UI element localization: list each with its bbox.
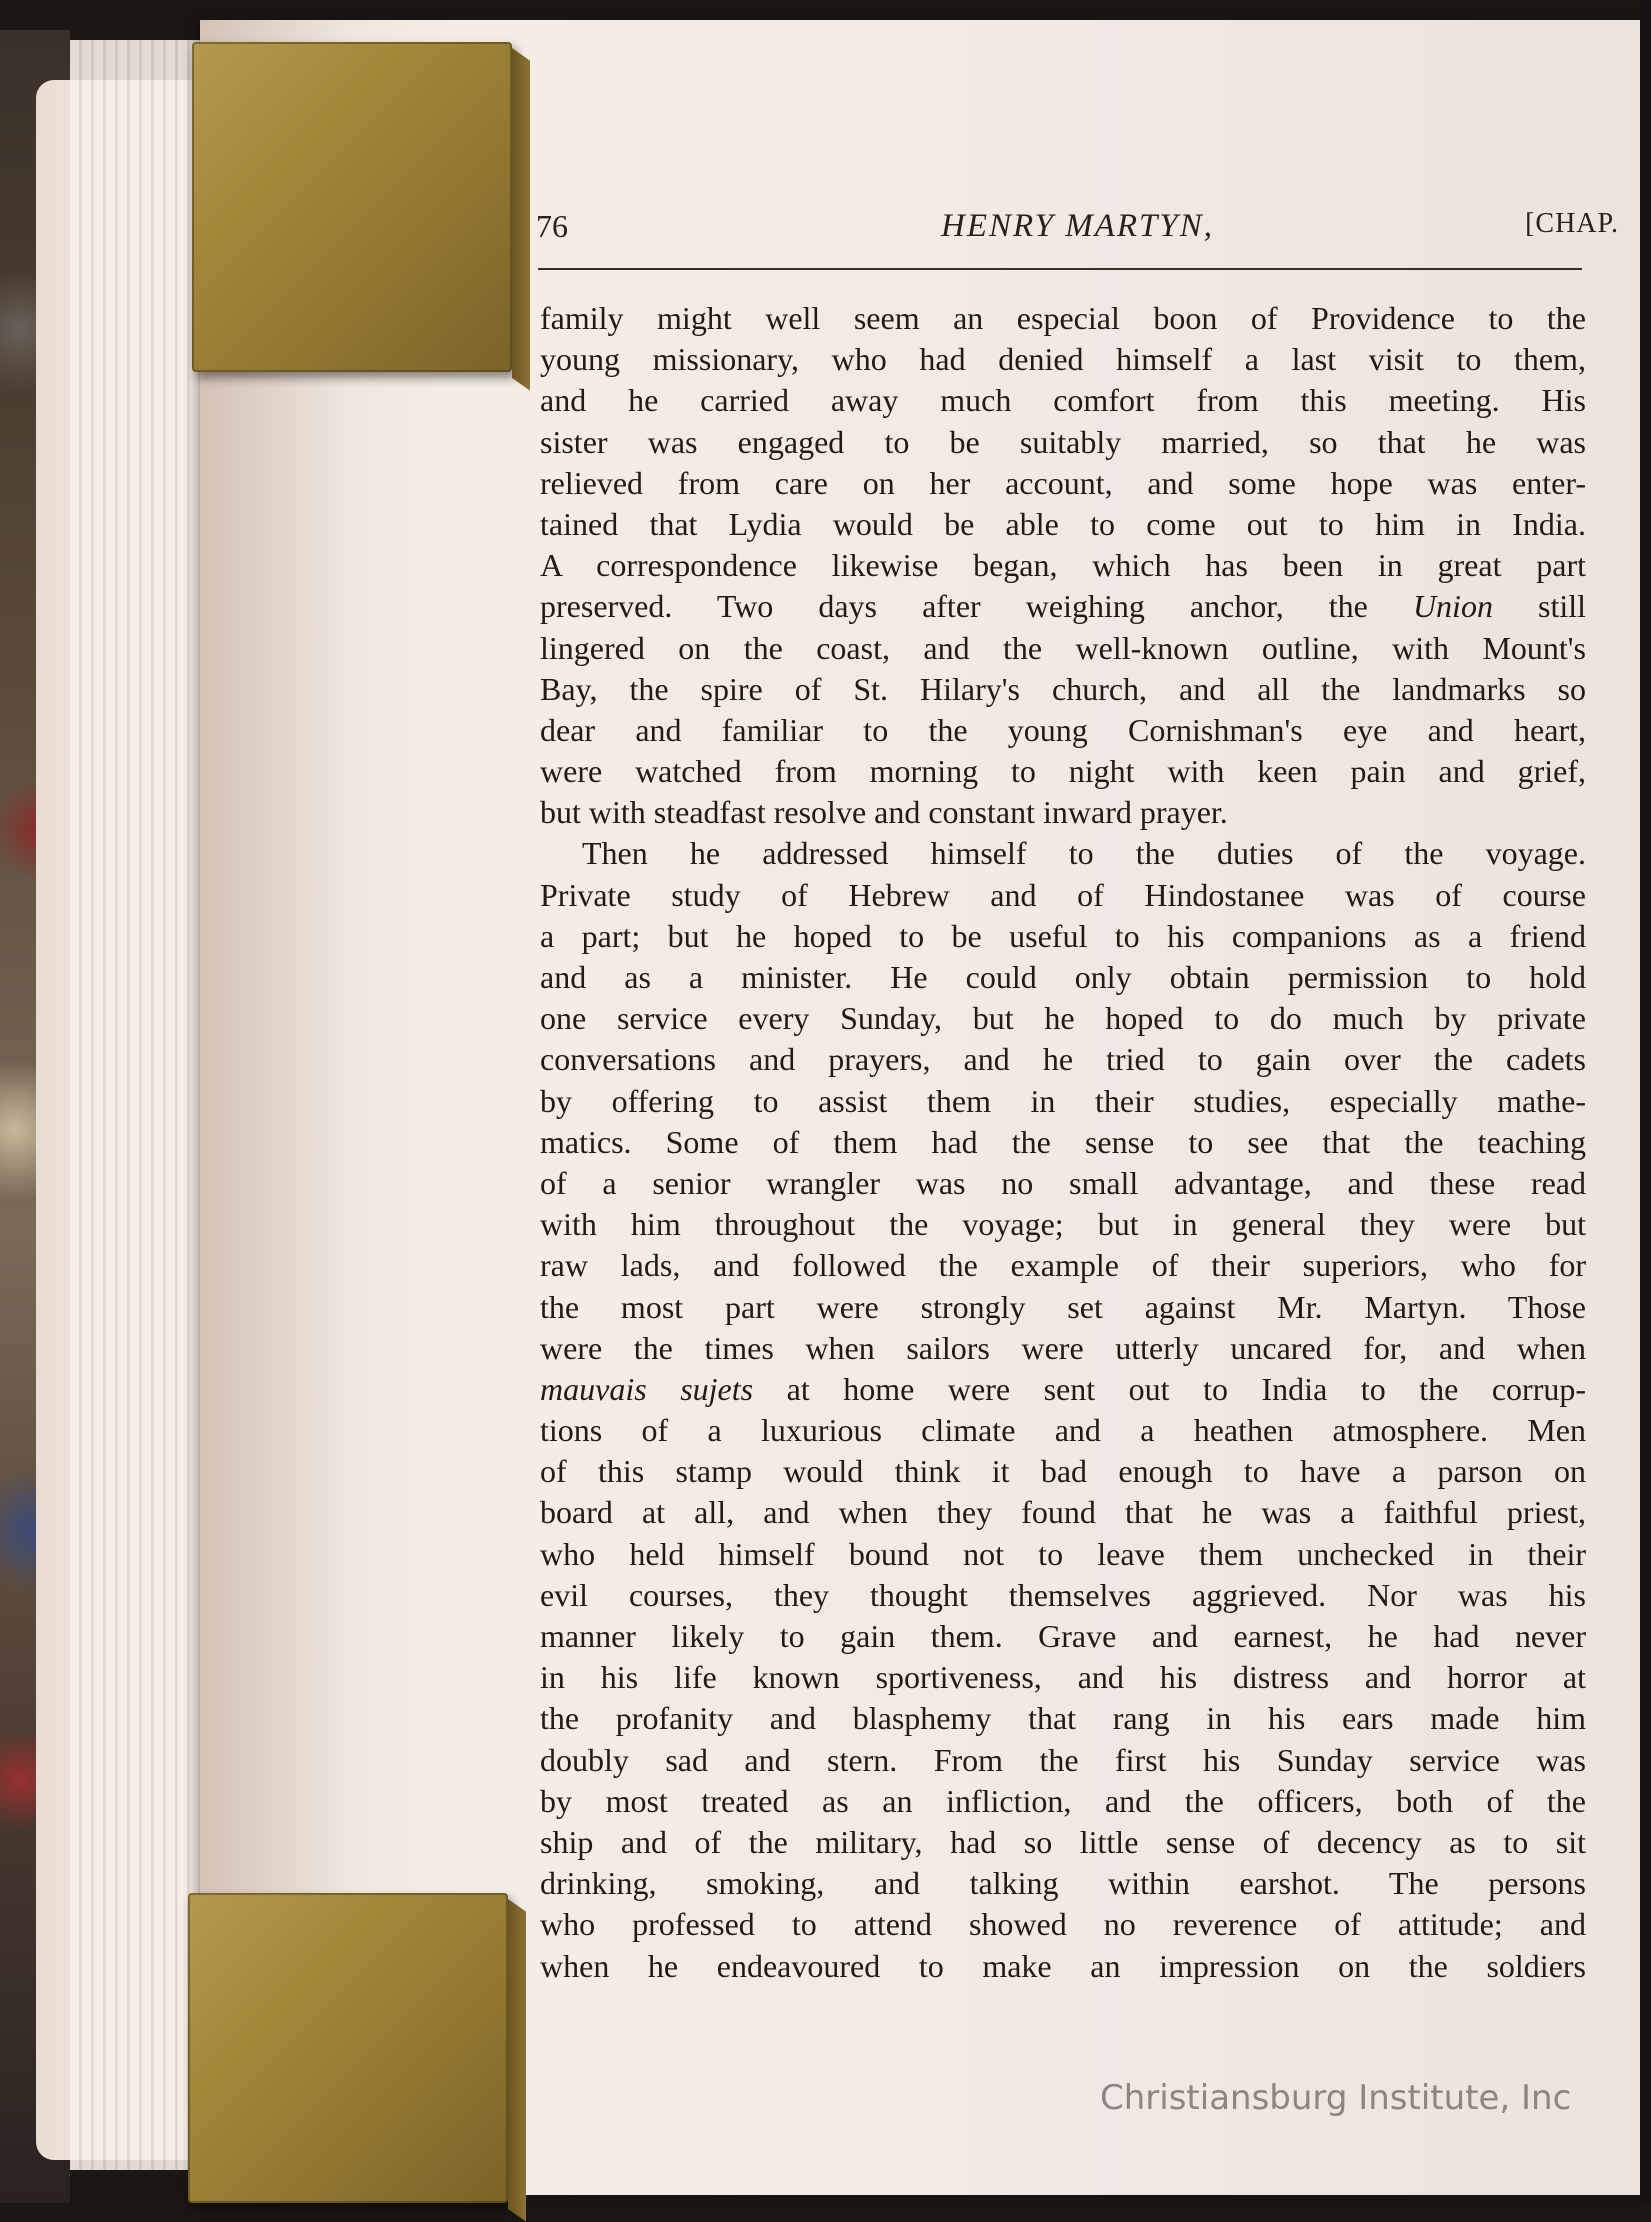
right-background-edge (1640, 0, 1651, 2203)
text-line: by offering to assist them in their studies, especially mathe- (540, 1082, 1586, 1119)
page-number: 76 (536, 208, 568, 244)
text-line: a part; but he hoped to be useful to his companions as a friend (540, 917, 1586, 954)
text-line: who professed to attend showed no reverence of attitude; and (540, 1906, 1586, 1943)
text-line: were the times when sailors were utterly uncared for, and when (540, 1329, 1586, 1366)
text-line: one service every Sunday, but he hoped to do much by private (540, 1000, 1586, 1037)
text-line: were watched from morning to night with keen pain and grief, (540, 753, 1586, 790)
text-line: raw lads, and followed the example of their superiors, who for (540, 1247, 1586, 1284)
text-line: sister was engaged to be suitably married, so that he was (540, 423, 1586, 460)
text-line: matics. Some of them had the sense to see that the teaching (540, 1123, 1586, 1160)
text-line: tions of a luxurious climate and a heathen atmosphere. Men (540, 1412, 1586, 1449)
text-line: A correspondence likewise began, which has been in great part (540, 547, 1586, 584)
text-line: the profanity and blasphemy that rang in his ears made him (540, 1700, 1586, 1737)
text-line: Private study of Hebrew and of Hindostanee was of course (540, 876, 1586, 913)
text-line: the most part were strongly set against Mr. Martyn. Those (540, 1288, 1586, 1325)
ship-name-italic: Union (1412, 588, 1493, 625)
text-line: ship and of the military, had so little sense of decency as to sit (540, 1823, 1586, 1860)
text-line: drinking, smoking, and talking within earshot. The persons (540, 1865, 1586, 1902)
text-line: board at all, and when they found that he was a faithful priest, (540, 1494, 1586, 1531)
text-line: of this stamp would think it bad enough to have a parson on (540, 1453, 1586, 1490)
text-line: when he endeavoured to make an impression on the soldiers (540, 1947, 1586, 1984)
text-line: Bay, the spire of St. Hilary's church, and all the landmarks so (540, 670, 1586, 707)
body-text (540, 298, 1586, 1987)
watermark: Christiansburg Institute, Inc (1100, 2078, 1572, 2118)
text-segment: at home were sent out to India to the corrup- (786, 1370, 1586, 1407)
text-line: in his life known sportiveness, and his distress and horror at (540, 1659, 1586, 1696)
text-line: of a senior wrangler was no small advantage, and these read (540, 1164, 1586, 1201)
running-head (536, 208, 1619, 268)
text-line: doubly sad and stern. From the first his Sunday service was (540, 1741, 1586, 1778)
text-line: and as a minister. He could only obtain permission to hold (540, 959, 1586, 995)
text-line: with him throughout the voyage; but in general they were but (540, 1206, 1586, 1243)
text-line: Then he addressed himself to the duties of the voyage. (582, 835, 1586, 872)
text-segment: preserved. Two days after weighing anchor, the (540, 588, 1368, 625)
text-line: evil courses, they thought themselves aggrieved. Nor was his (540, 1576, 1586, 1613)
text-line: dear and familiar to the young Cornishman's eye and heart, (540, 711, 1586, 748)
brass-clip-top (192, 42, 512, 372)
text-line: conversations and prayers, and he tried to gain over the cadets (540, 1041, 1586, 1078)
text-line: but with steadfast resolve and constant inward prayer. (540, 794, 1228, 831)
text-line: manner likely to gain them. Grave and earnest, he had never (540, 1618, 1586, 1654)
text-line-mauvais (540, 1369, 1586, 1410)
header-rule (538, 268, 1582, 270)
text-line: by most treated as an infliction, and the officers, both of the (540, 1782, 1586, 1819)
text-line: and he carried away much comfort from this meeting. His (540, 382, 1586, 419)
brass-clip-bottom (188, 1893, 508, 2203)
text-line: lingered on the coast, and the well-known outline, with Mount's (540, 629, 1586, 666)
text-line: young missionary, who had denied himself a last visit to them, (540, 341, 1586, 378)
chapter-marker: [CHAP. (1525, 208, 1619, 239)
text-line: who held himself bound not to leave them unchecked in their (540, 1535, 1586, 1572)
text-line: relieved from care on her account, and some hope was enter- (540, 464, 1586, 501)
text-segment: still (1538, 588, 1586, 625)
phrase-italic: mauvais sujets (540, 1370, 754, 1407)
text-line: family might well seem an especial boon of Providence to the (540, 300, 1586, 336)
text-line: tained that Lydia would be able to come out to him in India. (540, 505, 1586, 542)
text-line-union (540, 586, 1586, 627)
running-title: HENRY MARTYN, (941, 208, 1214, 244)
